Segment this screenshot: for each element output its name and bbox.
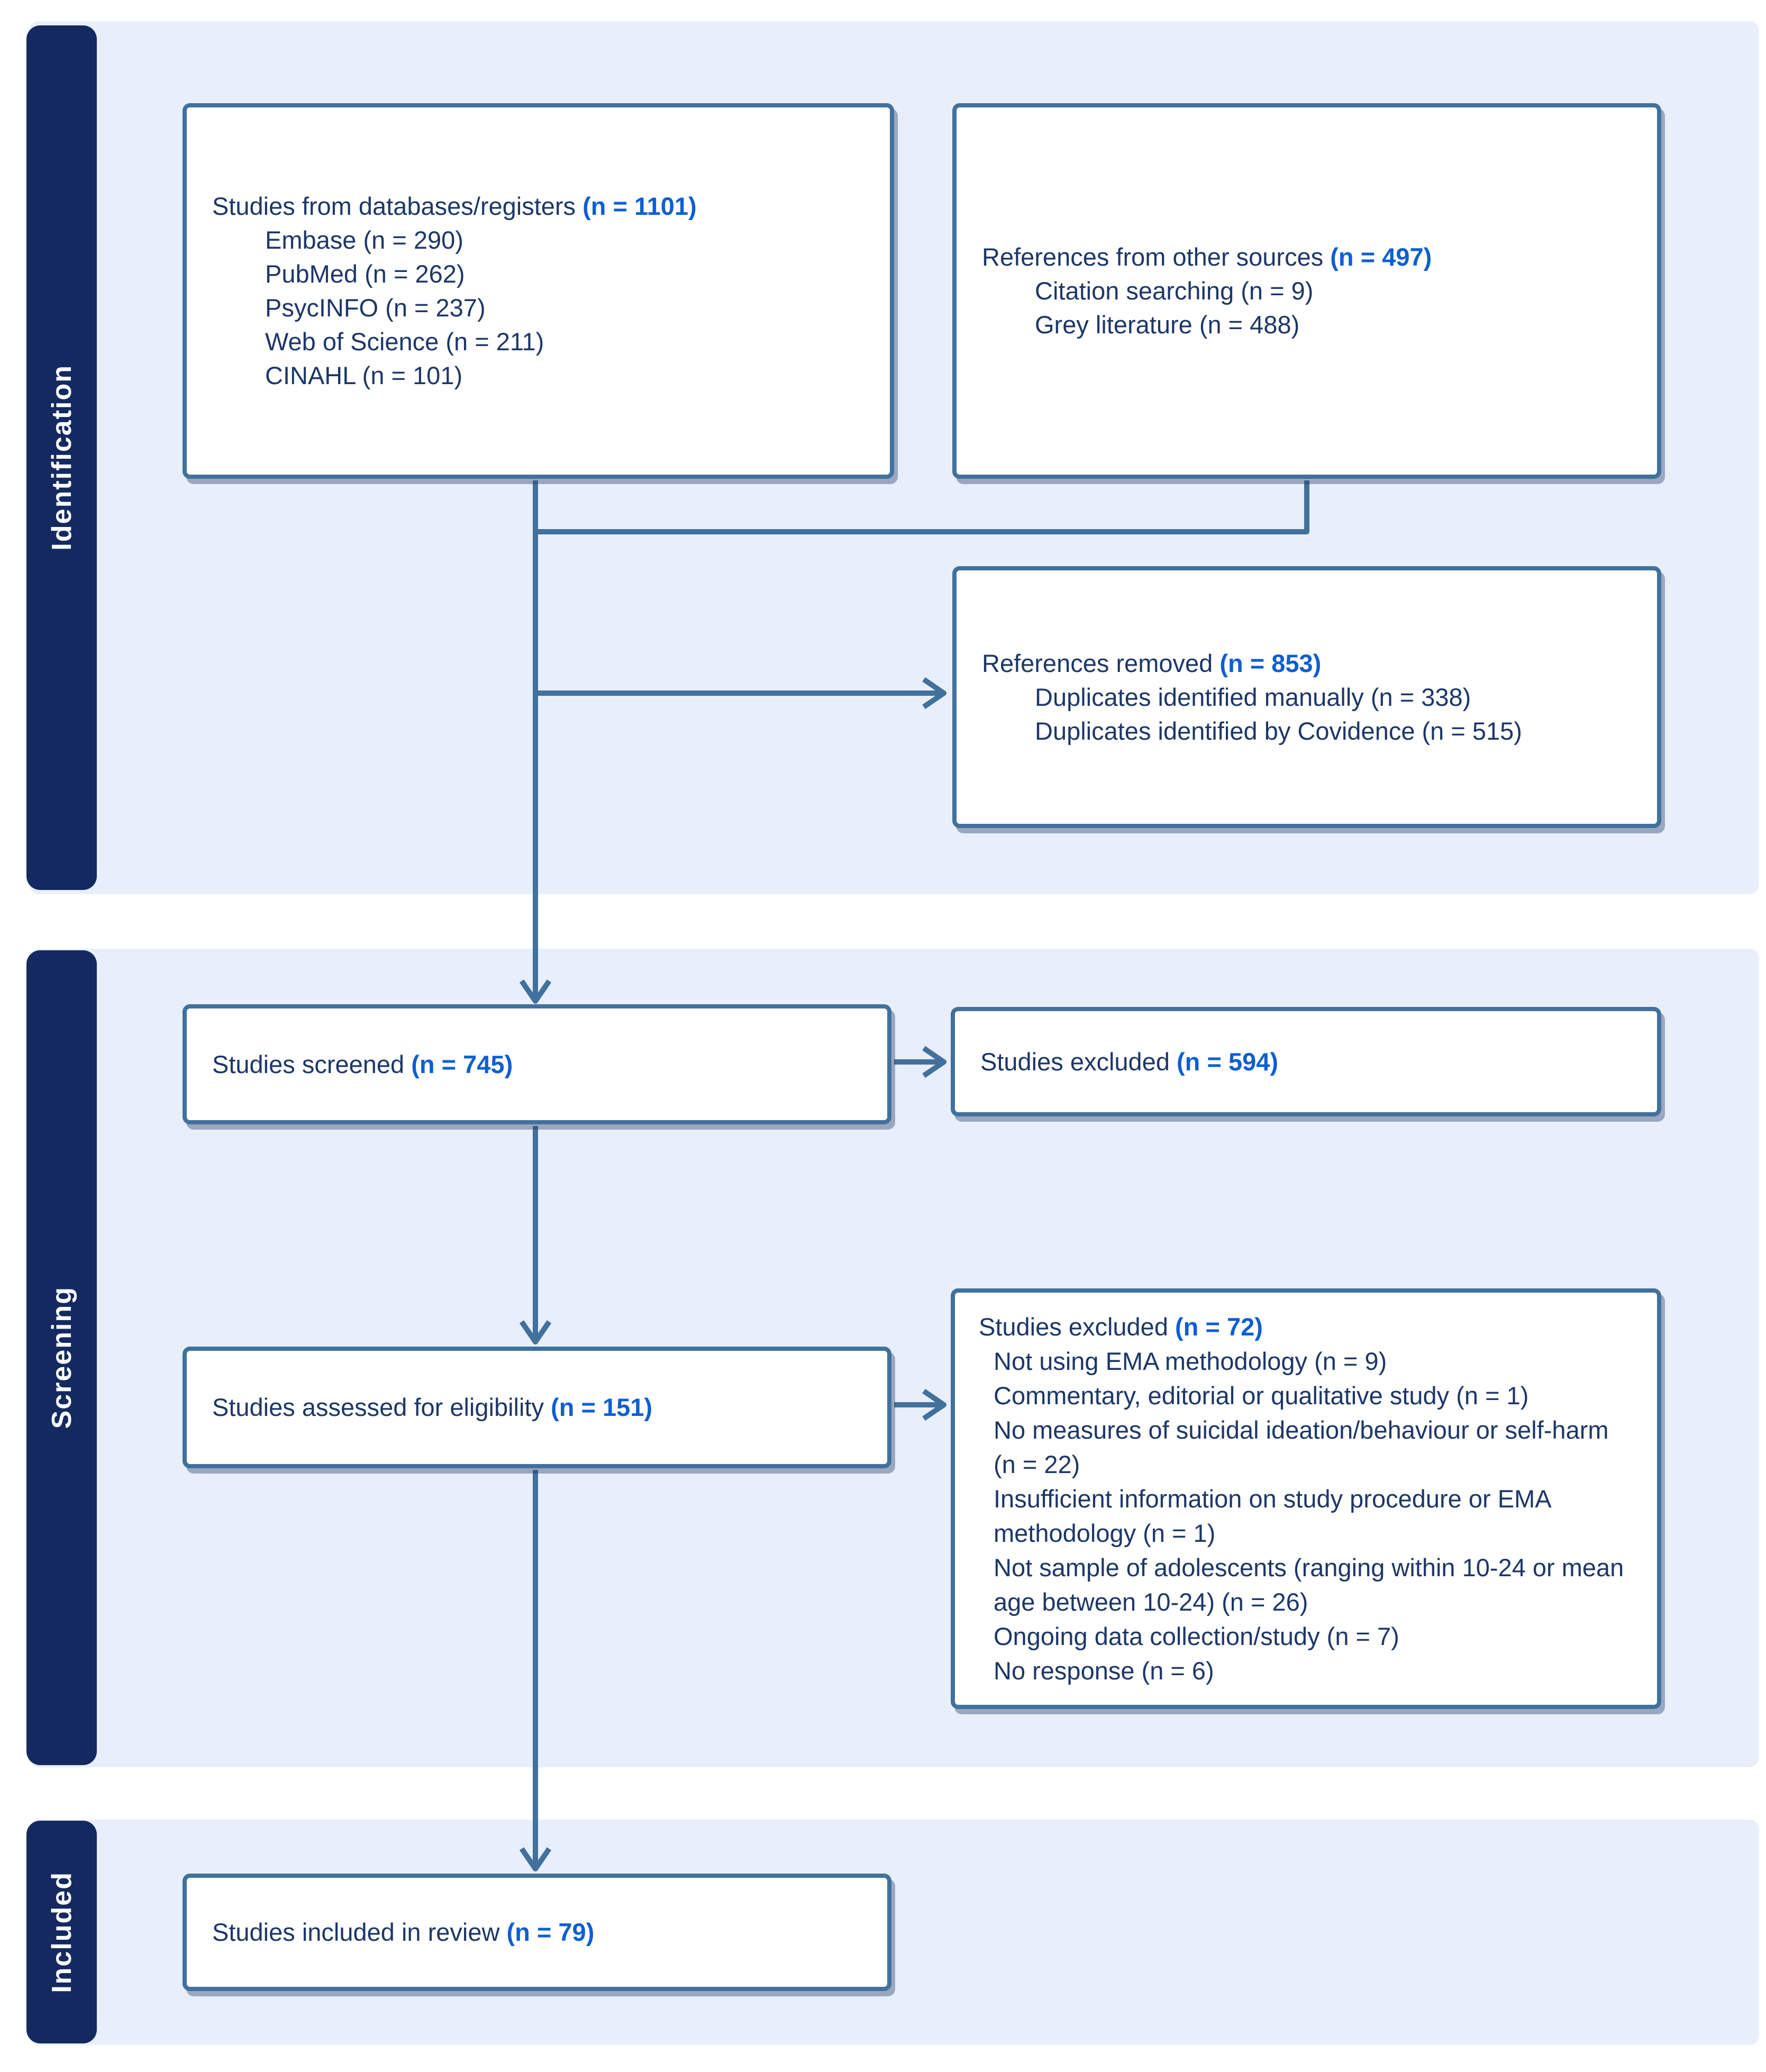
list-item: No response (n = 6) — [994, 1657, 1214, 1685]
assessed-box-title — [212, 1391, 866, 1424]
excluded-screening-box — [951, 1007, 1661, 1116]
screening-phase-label: Screening — [46, 1286, 77, 1429]
excluded-screening-box-count: (n = 594) — [1177, 1047, 1279, 1076]
identification-phase-bar — [26, 25, 97, 890]
list-item: No measures of suicidal ideation/behaviour or self-harm (n = 22) — [994, 1416, 1609, 1478]
other-sources-box-count: (n = 497) — [1330, 243, 1432, 271]
included-phase-label: Included — [46, 1871, 77, 1993]
included-box-title-text: Studies included in review — [212, 1918, 500, 1946]
excluded-eligibility-box-title — [979, 1310, 1636, 1344]
list-item: Ongoing data collection/study (n = 7) — [994, 1622, 1399, 1650]
screening-phase-bar — [26, 950, 97, 1765]
included-phase-bar — [26, 1821, 97, 2043]
references-removed-box-title — [982, 647, 1636, 680]
databases-box-title — [212, 189, 869, 223]
list-item: Not using EMA methodology (n = 9) — [994, 1347, 1387, 1375]
included-box-title — [212, 1915, 866, 1949]
list-item: PubMed (n = 262) — [265, 260, 465, 288]
references-removed-box — [952, 566, 1661, 828]
list-item: Not sample of adolescents (ranging within 10-24 or mean age between 10-24) (n = 26) — [994, 1553, 1624, 1616]
list-item: Duplicates identified by Covidence (n = 515) — [1035, 716, 1522, 745]
excluded-eligibility-box-items — [979, 1344, 1636, 1688]
screened-box-title-text: Studies screened — [212, 1050, 405, 1078]
databases-box — [183, 103, 894, 479]
references-removed-box-items — [982, 680, 1636, 748]
excluded-eligibility-box-title-text: Studies excluded — [979, 1313, 1168, 1341]
list-item: Citation searching (n = 9) — [1035, 277, 1314, 305]
screened-box-count: (n = 745) — [411, 1050, 513, 1078]
list-item: CINAHL (n = 101) — [265, 361, 463, 389]
references-removed-box-count: (n = 853) — [1219, 649, 1322, 677]
assessed-box-title-text: Studies assessed for eligibility — [212, 1393, 544, 1421]
list-item: Grey literature (n = 488) — [1035, 311, 1300, 339]
references-removed-box-title-text: References removed — [982, 649, 1213, 677]
assessed-box-count: (n = 151) — [551, 1393, 653, 1421]
excluded-eligibility-box-count: (n = 72) — [1175, 1313, 1263, 1341]
databases-box-count: (n = 1101) — [582, 192, 697, 220]
databases-box-title-text: Studies from databases/registers — [212, 192, 576, 220]
excluded-eligibility-box — [951, 1288, 1661, 1709]
list-item: Embase (n = 290) — [265, 226, 463, 254]
screened-box-title — [212, 1048, 866, 1082]
databases-box-items — [212, 223, 869, 393]
other-sources-box-title — [982, 240, 1636, 274]
screened-box — [183, 1004, 891, 1124]
list-item: Commentary, editorial or qualitative study (n = 1) — [994, 1382, 1529, 1410]
identification-phase-label: Identification — [46, 365, 77, 551]
excluded-screening-box-title-text: Studies excluded — [980, 1047, 1170, 1076]
included-box — [183, 1874, 891, 1991]
other-sources-box-items — [982, 274, 1636, 342]
excluded-screening-box-title — [980, 1045, 1636, 1079]
other-sources-box-title-text: References from other sources — [982, 243, 1324, 271]
list-item: PsycINFO (n = 237) — [265, 294, 486, 322]
other-sources-box — [952, 103, 1661, 479]
list-item: Web of Science (n = 211) — [265, 328, 544, 356]
included-box-count: (n = 79) — [506, 1918, 595, 1946]
list-item: Duplicates identified manually (n = 338) — [1035, 683, 1471, 711]
assessed-box — [183, 1347, 891, 1468]
list-item: Insufficient information on study procedure or EMA methodology (n = 1) — [994, 1485, 1550, 1547]
